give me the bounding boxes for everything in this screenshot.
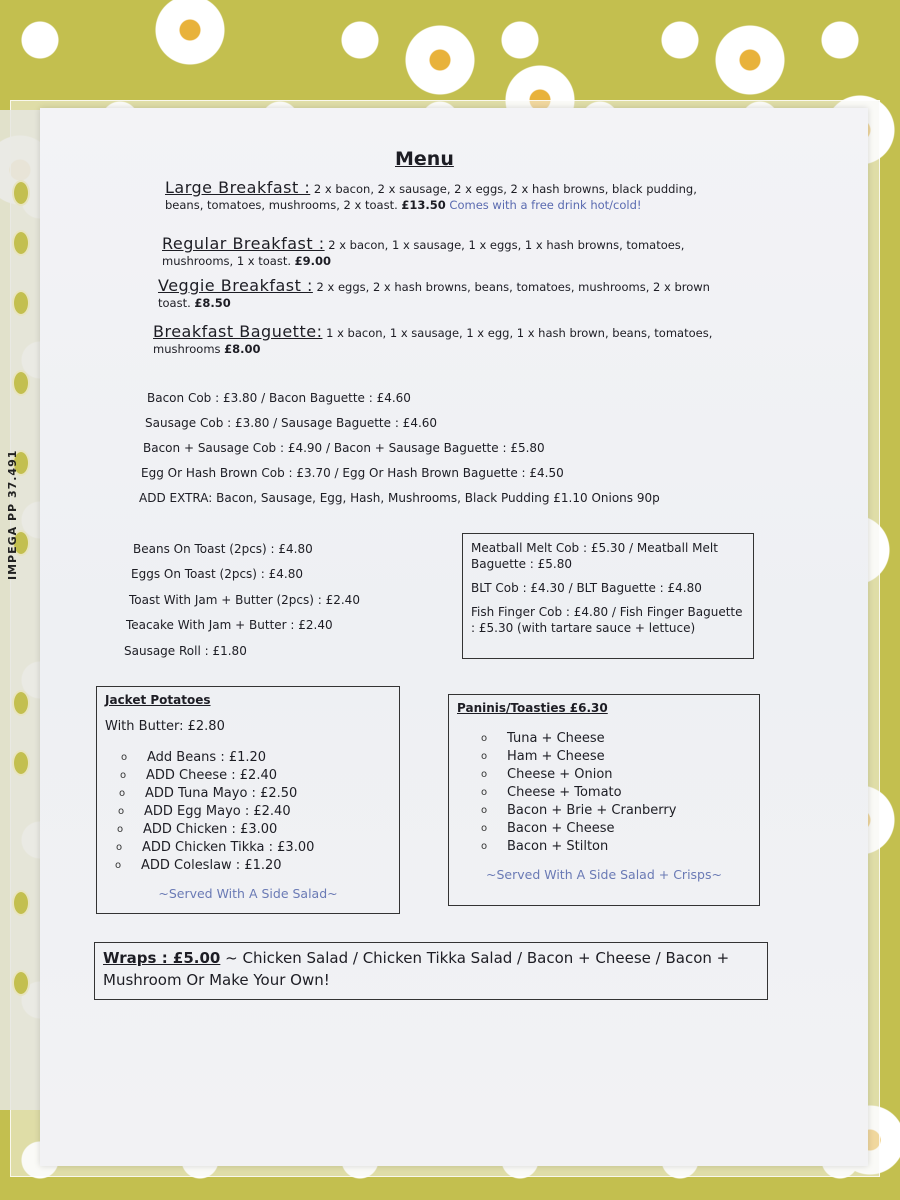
panini-option: o Ham + Cheese — [481, 748, 605, 764]
bullet-icon: o — [116, 841, 123, 853]
add-extra-line: ADD EXTRA: Bacon, Sausage, Egg, Hash, Mushrooms, Black Pudding £1.10 Onions 90p — [139, 491, 660, 505]
item-price: £13.50 — [401, 198, 446, 212]
wraps-label: Wraps : £5.00 — [103, 949, 221, 967]
breakfast-item — [158, 278, 723, 311]
toast-line: Eggs On Toast (2pcs) : £4.80 — [131, 567, 303, 581]
bullet-icon: o — [118, 805, 125, 817]
menu-sheet — [40, 108, 868, 1166]
cob-line: Bacon Cob : £3.80 / Bacon Baguette : £4.60 — [147, 391, 411, 405]
punch-hole — [12, 890, 30, 916]
bullet-icon: o — [481, 732, 488, 744]
wraps-box — [94, 942, 768, 1000]
item-name: Regular Breakfast : — [162, 234, 325, 253]
bullet-icon: o — [481, 840, 488, 852]
paninis-title: Paninis/Toasties £6.30 — [457, 701, 608, 715]
item-name: Breakfast Baguette: — [153, 322, 323, 341]
item-note: Comes with a free drink hot/cold! — [445, 198, 642, 212]
breakfast-item — [153, 324, 728, 357]
daisy-decoration — [710, 20, 790, 100]
jacket-option: o Add Beans : £1.20 — [121, 749, 267, 765]
punch-hole — [12, 690, 30, 716]
bullet-icon: o — [115, 859, 122, 871]
bullet-icon: o — [121, 751, 128, 763]
bullet-icon: o — [481, 822, 488, 834]
jacket-base-price: With Butter: £2.80 — [105, 719, 225, 734]
item-name: Large Breakfast : — [165, 178, 311, 197]
bullet-icon: o — [117, 823, 124, 835]
sleeve-punch-strip — [0, 110, 40, 1110]
punch-hole — [12, 230, 30, 256]
menu-title: Menu — [395, 148, 454, 170]
item-price: £8.00 — [224, 342, 261, 356]
item-description: 2 x bacon, 2 x sausage, 2 x eggs, 2 x hash browns, black pudding, beans, tomatoes, mushrooms, 2 x toast. — [165, 182, 697, 212]
daisy-decoration — [150, 0, 230, 70]
panini-option: o Cheese + Onion — [481, 766, 613, 782]
bullet-icon: o — [481, 750, 488, 762]
cob-line: Egg Or Hash Brown Cob : £3.70 / Egg Or Hash Brown Baguette : £4.50 — [141, 466, 564, 480]
jacket-option: o ADD Chicken : £3.00 — [117, 821, 278, 837]
jacket-option: o ADD Cheese : £2.40 — [120, 767, 277, 783]
jacket-option: o ADD Egg Mayo : £2.40 — [118, 803, 291, 819]
item-price: £9.00 — [294, 254, 332, 268]
panini-option: o Cheese + Tomato — [481, 784, 622, 800]
toast-line: Sausage Roll : £1.80 — [124, 644, 247, 658]
punch-hole — [12, 750, 30, 776]
panini-option: o Bacon + Cheese — [481, 820, 615, 836]
toast-line: Teacake With Jam + Butter : £2.40 — [126, 618, 333, 632]
item-description: 2 x bacon, 1 x sausage, 1 x eggs, 1 x hash browns, tomatoes, mushrooms, 1 x toast. — [162, 238, 685, 268]
wraps-text: ~ Chicken Salad / Chicken Tikka Salad / Bacon + Cheese / Bacon + Mushroom Or Make Your Own! — [103, 949, 730, 989]
jacket-title: Jacket Potatoes — [105, 693, 211, 707]
bullet-icon: o — [481, 768, 488, 780]
jacket-option: o ADD Coleslaw : £1.20 — [115, 857, 282, 873]
melt-line: BLT Cob : £4.30 / BLT Baguette : £4.80 — [471, 581, 702, 595]
breakfast-item — [162, 236, 722, 269]
punch-hole — [12, 290, 30, 316]
melts-box — [462, 533, 754, 659]
panini-option: o Tuna + Cheese — [481, 730, 605, 746]
paninis-footnote: ~Served With A Side Salad + Crisps~ — [486, 867, 722, 882]
item-description: 1 x bacon, 1 x sausage, 1 x egg, 1 x hash brown, beans, tomatoes, mushrooms — [153, 326, 713, 356]
toast-line: Toast With Jam + Butter (2pcs) : £2.40 — [129, 593, 360, 607]
bullet-icon: o — [481, 804, 488, 816]
toast-line: Beans On Toast (2pcs) : £4.80 — [133, 542, 313, 556]
cob-line: Bacon + Sausage Cob : £4.90 / Bacon + Sausage Baguette : £5.80 — [143, 441, 545, 455]
melt-line: Fish Finger Cob : £4.80 / Fish Finger Baguette : £5.30 (with tartare sauce + lettuce) — [471, 605, 743, 635]
melt-line: Meatball Melt Cob : £5.30 / Meatball Melt Baguette : £5.80 — [471, 541, 718, 571]
panini-option: o Bacon + Stilton — [481, 838, 609, 854]
bullet-icon: o — [119, 787, 126, 799]
sleeve-brand-logo: IMPEGA PP 37.491 — [6, 449, 19, 580]
jacket-option: o ADD Tuna Mayo : £2.50 — [119, 785, 298, 801]
punch-hole — [12, 180, 30, 206]
punch-hole — [12, 970, 30, 996]
item-description: 2 x eggs, 2 x hash browns, beans, tomatoes, mushrooms, 2 x brown toast. — [158, 280, 710, 310]
item-name: Veggie Breakfast : — [158, 276, 313, 295]
bullet-icon: o — [481, 786, 488, 798]
punch-hole — [12, 370, 30, 396]
panini-option: o Bacon + Brie + Cranberry — [481, 802, 677, 818]
jacket-potatoes-box — [96, 686, 400, 914]
jacket-option: o ADD Chicken Tikka : £3.00 — [116, 839, 315, 855]
cob-line: Sausage Cob : £3.80 / Sausage Baguette : £4.60 — [145, 416, 438, 430]
paninis-box — [448, 694, 760, 906]
jacket-footnote: ~Served With A Side Salad~ — [158, 886, 338, 901]
daisy-decoration — [400, 20, 480, 100]
breakfast-item — [165, 180, 725, 213]
item-price: £8.50 — [194, 296, 231, 310]
bullet-icon: o — [120, 769, 127, 781]
